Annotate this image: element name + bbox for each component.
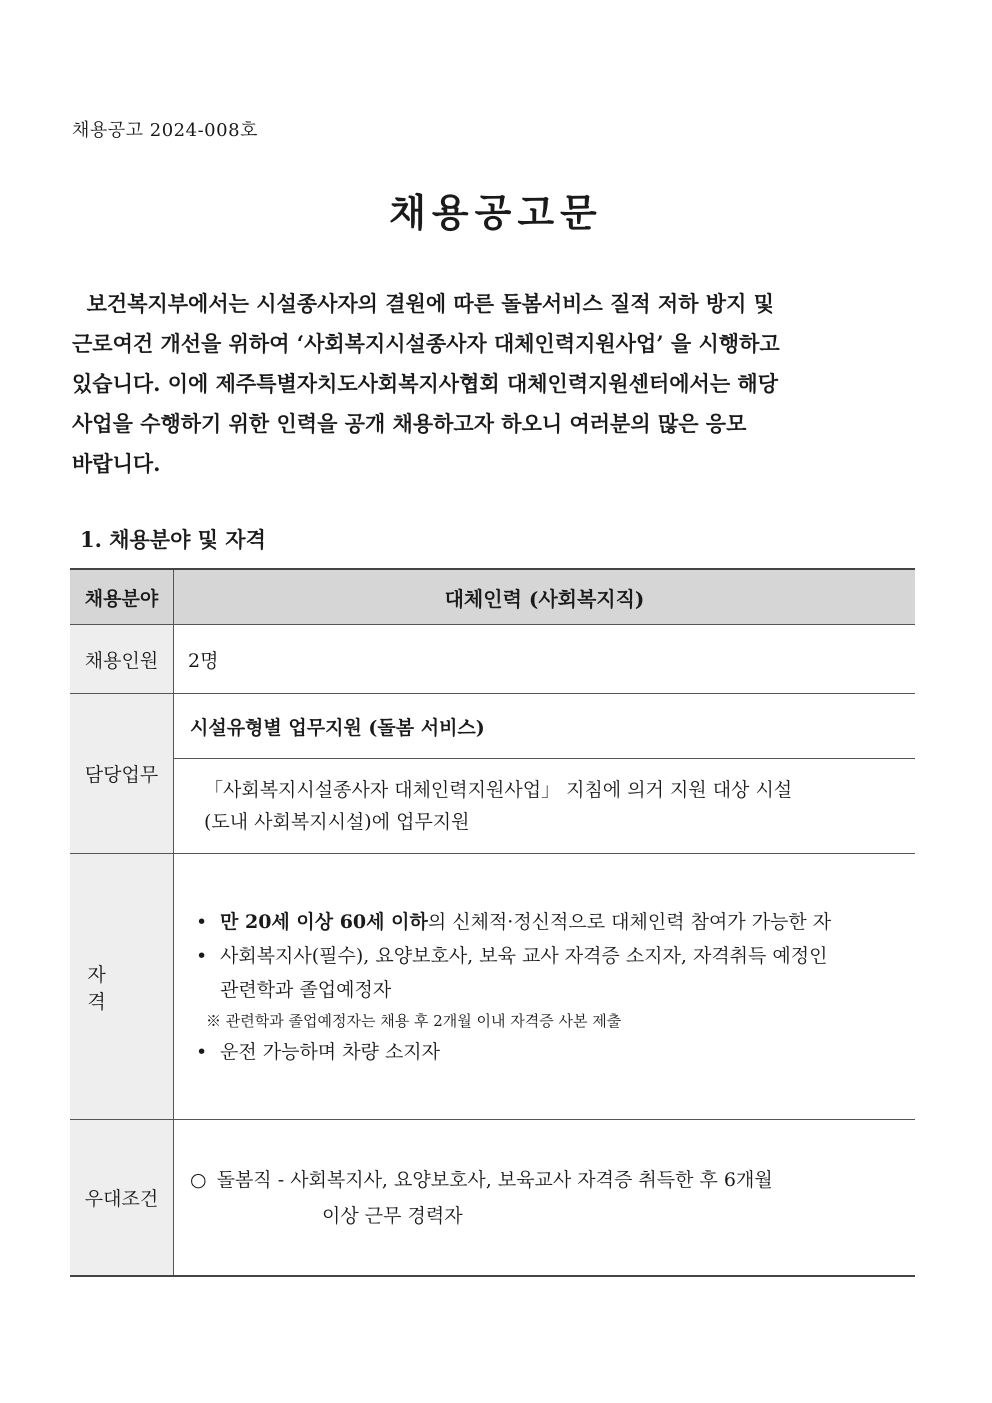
preference-text: 돌봄직 - 사회복지사, 요양보호사, 보육교사 자격증 취득한 후 6개월 [216, 1168, 773, 1191]
age-requirement: 만 20세 이상 60세 이하 [220, 910, 428, 933]
list-item [192, 939, 915, 1007]
intro-line: 바랍니다. [72, 451, 161, 476]
qualification-list [192, 905, 915, 1007]
field-value: 대체인력 (사회복지직) [174, 569, 916, 625]
intro-line: 있습니다. 이에 제주특별자치도사회복지사협회 대체인력지원센터에서는 해당 [72, 371, 778, 396]
table-row [70, 759, 915, 854]
recruitment-table [70, 568, 915, 1277]
duty-title: 시설유형별 업무지원 (돌봄 서비스) [174, 694, 916, 759]
page-title: 채용공고문 [389, 191, 603, 235]
count-label: 채용인원 [70, 625, 174, 694]
qualification-note: ※ 관련학과 졸업예정자는 채용 후 2개월 이내 자격증 사본 제출 [206, 1011, 622, 1030]
qualification-content [174, 854, 916, 1120]
qualification-text: 운전 가능하며 차량 소지자 [220, 1040, 441, 1063]
table-row [70, 854, 915, 1120]
qualification-text: 의 신체적·정신적으로 대체인력 참여가 가능한 자 [427, 910, 832, 933]
duty-desc-line: (도내 사회복지시설)에 업무지원 [204, 811, 470, 833]
intro-line: 사업을 수행하기 위한 인력을 공개 채용하고자 하오니 여러분의 많은 응모 [72, 411, 747, 436]
bullet-icon: • [196, 944, 208, 967]
qualification-text: 사회복지사(필수), 요양보호사, 보육 교사 자격증 소지자, 자격취득 예정인 [220, 944, 828, 967]
qualification-label [70, 854, 174, 1120]
preference-label: 우대조건 [70, 1120, 174, 1277]
preference-content [174, 1120, 916, 1277]
count-value: 2명 [174, 625, 916, 694]
intro-line: 보건복지부에서는 시설종사자의 결원에 따른 돌봄서비스 질적 저하 방지 및 [72, 291, 774, 316]
table-row [70, 569, 915, 625]
duty-description [174, 759, 916, 854]
section-heading: 1. 채용분야 및 자격 [80, 527, 266, 552]
intro-paragraph [72, 284, 917, 484]
duty-label: 담당업무 [70, 694, 174, 854]
notice-number: 채용공고 2024-008호 [72, 120, 258, 141]
preference-line [190, 1162, 915, 1198]
intro-line: 근로여건 개선을 위하여 ‘사회복지시설종사자 대체인력지원사업’ 을 시행하고 [72, 331, 780, 356]
qualification-label-text: 자 격 [87, 963, 156, 1013]
circle-icon: ○ [190, 1168, 207, 1191]
bullet-icon: • [196, 1040, 208, 1063]
duty-desc-line: 「사회복지시설종사자 대체인력지원사업」 지침에 의거 지원 대상 시설 [204, 779, 793, 801]
list-item [192, 905, 915, 939]
qualification-text: 관련학과 졸업예정자 [220, 978, 392, 1001]
table-row [70, 694, 915, 759]
bullet-icon: • [196, 910, 208, 933]
table-row [70, 1120, 915, 1277]
table-row [70, 625, 915, 694]
preference-line: 이상 근무 경력자 [322, 1204, 463, 1227]
field-label: 채용분야 [70, 569, 174, 625]
list-item [192, 1035, 915, 1069]
qualification-list [192, 1035, 915, 1069]
